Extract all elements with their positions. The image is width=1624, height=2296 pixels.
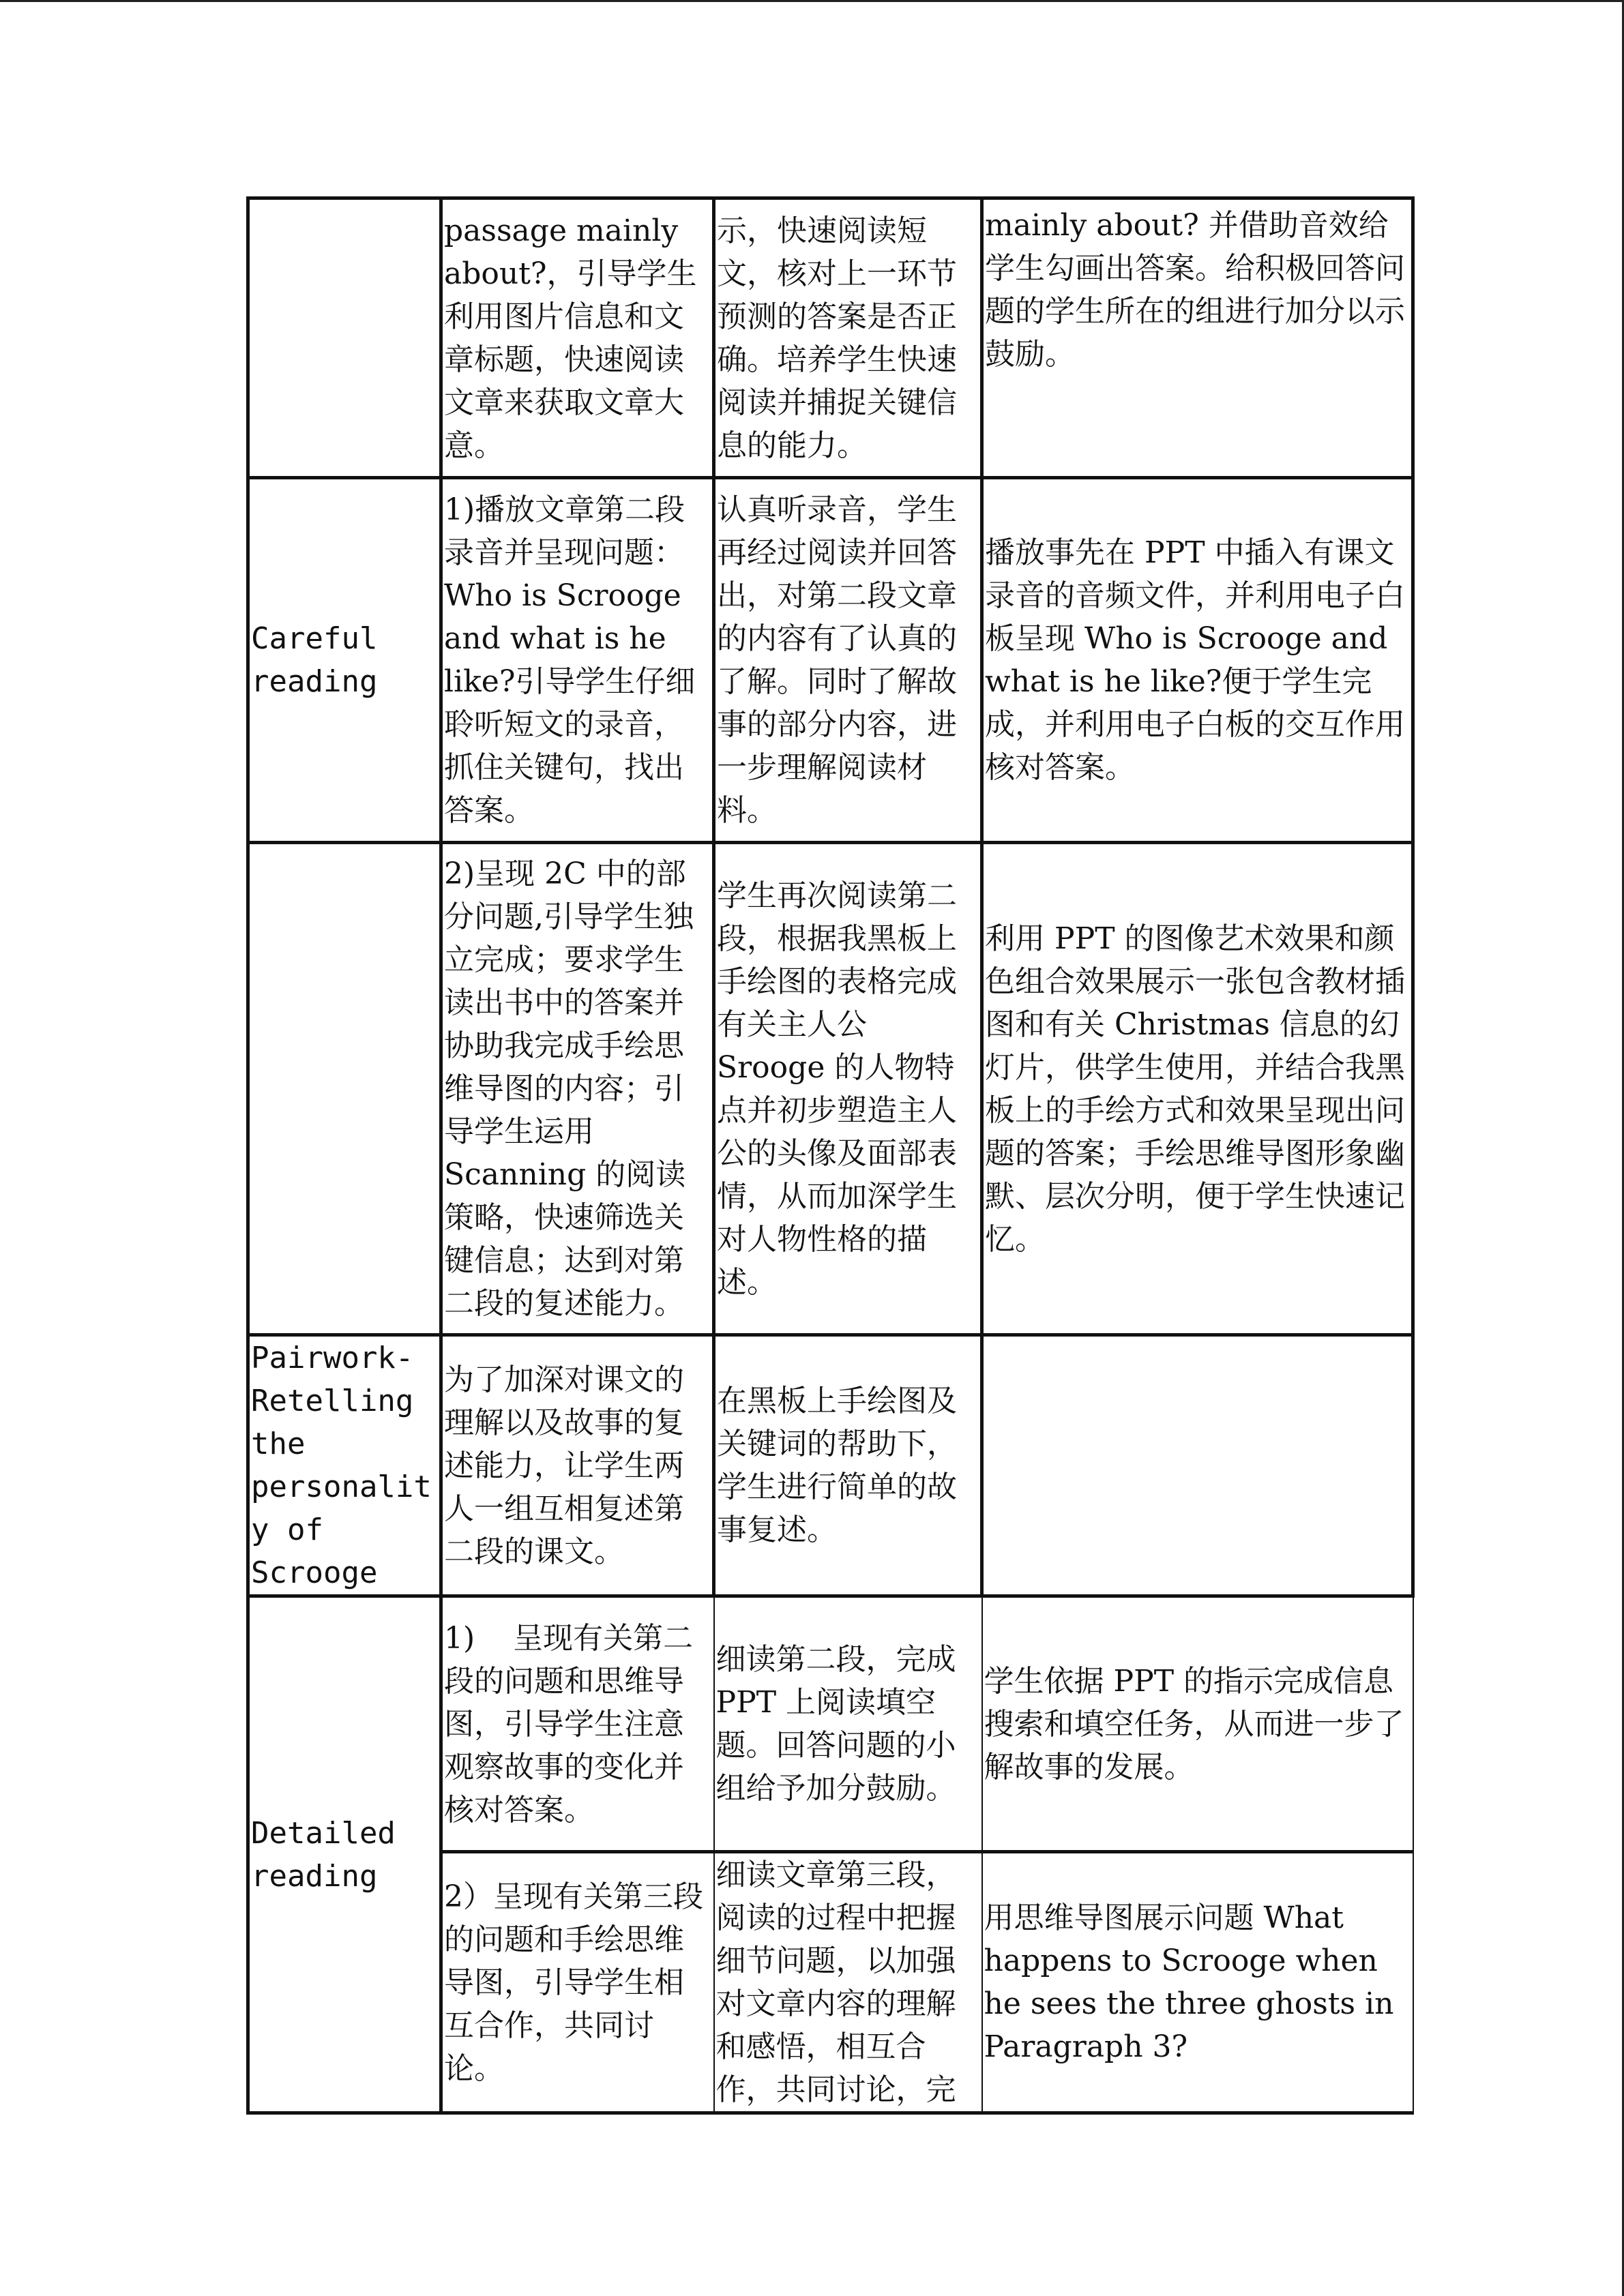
media-use-cell <box>982 478 1413 843</box>
student-activity-cell <box>714 843 982 1335</box>
teacher-activity-text: passage mainly about?，引导学生利用图片信息和文章标题，快速阅读文章来获取文章大意。 <box>444 213 697 463</box>
student-activity-text: 细读第二段，完成 PPT 上阅读填空题。回答问题的小组给予加分鼓励。 <box>715 1642 966 1806</box>
media-use-text: 用思维导图展示问题 What happens to Scrooge when he sees the three ghosts in Paragraph 3? <box>984 1900 1404 2064</box>
teacher-activity-cell <box>441 1852 714 2113</box>
student-activity-text: 认真听录音，学生再经过阅读并回答出，对第二段文章的内容有了认真的了解。同时了解故事的部分内容，进一步理解阅读材料。 <box>717 492 957 828</box>
media-use-cell <box>982 198 1413 478</box>
media-use-text: 播放事先在 PPT 中插入有课文录音的音频文件，并利用电子白板呈现 Who is Scrooge and what is he like?便于学生完成，并利用电子白板的交互作用核对答案。 <box>985 535 1405 785</box>
stage-text: Pairwork-Retelling the personality of Scrooge <box>251 1341 432 1590</box>
student-activity-text: 示，快速阅读短文，核对上一环节预测的答案是否正确。培养学生快速阅读并捕捉关键信息的能力。 <box>717 213 957 463</box>
student-activity-text: 在黑板上手绘图及关键词的帮助下，学生进行简单的故事复述。 <box>717 1384 957 1547</box>
media-use-cell <box>982 1335 1413 1596</box>
page-edge-top <box>0 0 1624 2</box>
student-activity-text: 细读文章第三段，阅读的过程中把握细节问题，以加强对文章内容的理解和感悟，相互合作，共同讨论，完 <box>715 1858 956 2107</box>
teacher-activity-cell <box>441 1335 714 1596</box>
student-activity-cell <box>714 1596 982 1852</box>
media-use-cell <box>982 1596 1413 1852</box>
media-use-cell <box>982 1852 1413 2113</box>
teacher-activity-text: 2)呈现 2C 中的部分问题,引导学生独立完成；要求学生读出书中的答案并协助我完成手绘思维导图的内容；引导学生运用 Scanning 的阅读策略，快速筛选关键信息；达到对第二段的复述能力。 <box>444 856 694 1321</box>
teacher-activity-text: 1) 呈现有关第二段的问题和思维导图，引导学生注意观察故事的变化并核对答案。 <box>444 1620 694 1828</box>
stage-cell <box>248 478 441 843</box>
teacher-activity-cell <box>441 478 714 843</box>
media-use-text: 学生依据 PPT 的指示完成信息搜索和填空任务，从而进一步了解故事的发展。 <box>984 1663 1404 1785</box>
table-row <box>248 1335 1413 1596</box>
media-use-text: 利用 PPT 的图像艺术效果和颜色组合效果展示一张包含教材插图和有关 Christmas 信息的幻灯片，供学生使用，并结合我黑板上的手绘方式和效果呈现出问题的答案；手绘思维导图形象幽默、层次分明，便于学生快速记忆。 <box>985 921 1405 1257</box>
teacher-activity-cell <box>441 1596 714 1852</box>
student-activity-cell <box>714 198 982 478</box>
media-use-cell <box>982 843 1413 1335</box>
table-row <box>248 1596 1413 1852</box>
stage-cell <box>248 1335 441 1596</box>
stage-cell <box>248 1596 441 2113</box>
stage-text: Careful reading <box>251 621 396 699</box>
teacher-activity-text: 2）呈现有关第三段的问题和手绘思维导图，引导学生相互合作，共同讨论。 <box>444 1879 703 2086</box>
table-row <box>248 478 1413 843</box>
teacher-activity-cell <box>441 843 714 1335</box>
student-activity-cell <box>714 1335 982 1596</box>
stage-text: Detailed reading <box>251 1815 414 1894</box>
teacher-activity-cell <box>441 198 714 478</box>
stage-cell <box>248 843 441 1335</box>
table-row <box>248 198 1413 478</box>
stage-cell <box>248 198 441 478</box>
table-row <box>248 843 1413 1335</box>
teacher-activity-text: 1)播放文章第二段录音并呈现问题：Who is Scrooge and what is he like?引导学生仔细聆听短文的录音，抓住关键句，找出答案。 <box>444 492 696 828</box>
student-activity-cell <box>714 1852 982 2113</box>
lesson-plan-table <box>246 196 1415 2115</box>
media-use-text: mainly about? 并借助音效给学生勾画出答案。给积极回答问题的学生所在的组进行加分以示鼓励。 <box>985 208 1405 372</box>
student-activity-text: 学生再次阅读第二段，根据我黑板上手绘图的表格完成有关主人公 Srooge 的人物特点并初步塑造主人公的头像及面部表情，从而加深学生对人物性格的描述。 <box>717 878 957 1300</box>
teacher-activity-text: 为了加深对课文的理解以及故事的复述能力，让学生两人一组互相复述第二段的课文。 <box>444 1362 684 1569</box>
student-activity-cell <box>714 478 982 843</box>
